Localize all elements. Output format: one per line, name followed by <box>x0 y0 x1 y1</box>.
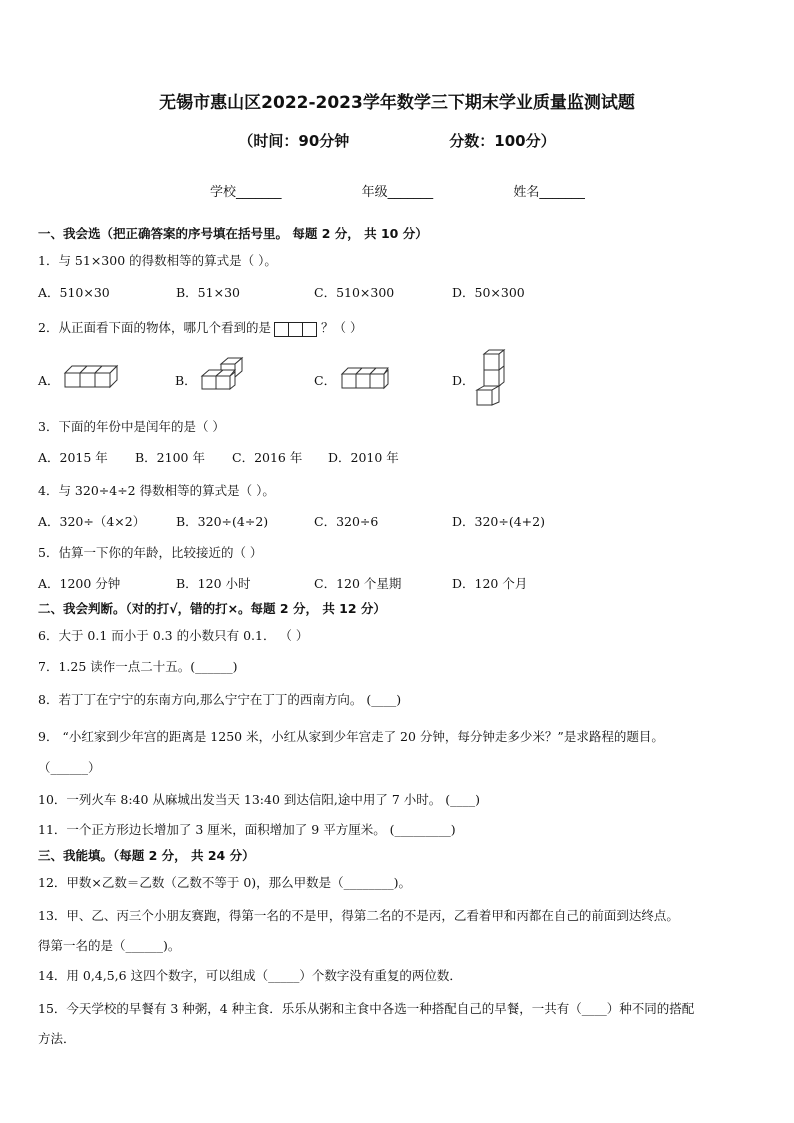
question-13: 13．甲、乙、丙三个小朋友赛跑，得第一名的不是甲，得第二名的不是丙，乙看着甲和丙都在自己的前面到达终点。 <box>38 908 679 923</box>
option-b: B．320÷(4÷2) <box>176 514 269 529</box>
exam-meta <box>0 130 794 151</box>
question-3: 3．下面的年份中是闰年的是（ ） <box>38 419 225 434</box>
option-d: D． <box>452 373 475 388</box>
question-6: 6．大于 0.1 而小于 0.3 的小数只有 0.1． （ ） <box>38 628 309 643</box>
exam-score: 分数：100分） <box>449 132 556 150</box>
question-8: 8．若丁丁在宁宁的东南方向,那么宁宁在丁丁的西南方向。 (____) <box>38 692 402 707</box>
question-2-blank: ？（ ） <box>320 320 363 335</box>
cube-stack-a-icon <box>62 360 122 390</box>
cube-stack-c-icon <box>338 360 392 392</box>
three-squares-icon <box>275 321 317 337</box>
question-13-continued: 得第一名的是（______)。 <box>38 938 181 953</box>
question-11: 11．一个正方形边长增加了 3 厘米，面积增加了 9 平方厘米。 (_________) <box>38 822 456 837</box>
name-field: 姓名_______ <box>513 185 585 200</box>
question-15-continued: 方法． <box>38 1031 76 1046</box>
option-a: A．320÷（4×2） <box>38 514 146 529</box>
option-a: A．2015 年 <box>38 450 108 465</box>
question-7: 7．1.25 读作一点二十五。(______) <box>38 659 238 674</box>
page-title: 无锡市惠山区2022-2023学年数学三下期末学业质量监测试题 <box>159 93 635 113</box>
question-2 <box>38 318 362 337</box>
option-b: B．51×30 <box>176 285 240 300</box>
section-2-heading: 二、我会判断。（对的打√，错的打×。每题 2 分， 共 12 分） <box>38 601 386 616</box>
question-4: 4．与 320÷4÷2 得数相等的算式是（ ）。 <box>38 483 275 498</box>
question-9: 9． “小红家到少年宫的距离是 1250 米，小红从家到少年宫走了 20 分钟，每分钟走多少米？”是求路程的题目。 <box>38 729 664 744</box>
option-c: C．120 个星期 <box>314 576 402 591</box>
option-d: D．120 个月 <box>452 576 528 591</box>
question-14: 14．用 0,4,5,6 这四个数字，可以组成（_____）个数字没有重复的两位数． <box>38 968 462 983</box>
option-b: B．2100 年 <box>135 450 205 465</box>
student-info <box>210 181 585 200</box>
option-c: C．510×300 <box>314 285 395 300</box>
question-12: 12．甲数×乙数＝乙数（乙数不等于 0)，那么甲数是（________)。 <box>38 875 412 890</box>
cube-stack-b-icon <box>199 356 251 392</box>
option-b: B． <box>175 373 197 388</box>
option-c: C．320÷6 <box>314 514 379 529</box>
question-1: 1．与 51×300 的得数相等的算式是（ ）。 <box>38 253 277 268</box>
option-a: A． <box>38 373 60 388</box>
option-a: A．510×30 <box>38 285 110 300</box>
question-10: 10．一列火车 8:40 从麻城出发当天 13:40 到达信阳,途中用了 7 小时。 (____) <box>38 792 480 807</box>
question-5: 5．估算一下你的年龄，比较接近的（ ） <box>38 545 263 560</box>
option-c: C． <box>314 373 337 388</box>
cube-tower-d-icon <box>474 348 506 408</box>
exam-time: （时间：90分钟 <box>238 132 350 150</box>
option-c: C．2016 年 <box>232 450 303 465</box>
grade-field: 年级_______ <box>361 185 434 200</box>
section-1-heading: 一、我会选（把正确答案的序号填在括号里。 每题 2 分， 共 10 分） <box>38 226 428 241</box>
option-b: B．120 小时 <box>176 576 251 591</box>
section-3-heading: 三、我能填。（每题 2 分， 共 24 分） <box>38 848 255 863</box>
question-9-blank: （______） <box>38 760 101 775</box>
school-field: 学校_______ <box>210 185 282 200</box>
option-a: A．1200 分钟 <box>38 576 121 591</box>
question-15: 15．今天学校的早餐有 3 种粥，4 种主食．乐乐从粥和主食中各选一种搭配自己的早餐，一共有（____）种不同的搭配 <box>38 1001 695 1016</box>
option-d: D．50×300 <box>452 285 525 300</box>
option-d: D．320÷(4+2) <box>452 514 545 529</box>
question-2-text: 2．从正面看下面的物体，哪几个看到的是 <box>38 320 271 335</box>
option-d: D．2010 年 <box>328 450 399 465</box>
